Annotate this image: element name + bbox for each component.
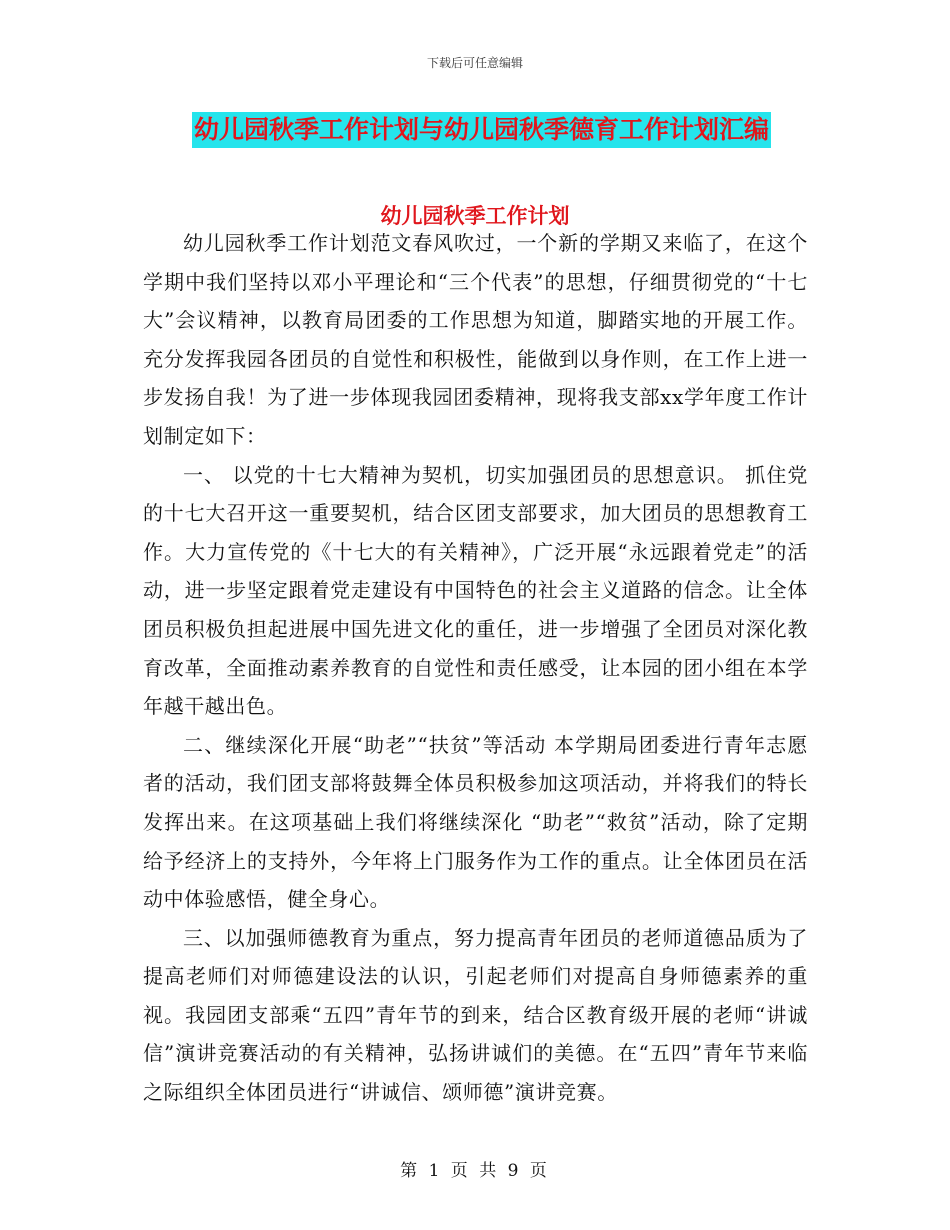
paragraph-section-2: 二、继续深化开展“助老”“扶贫”等活动 本学期局团委进行青年志愿者的活动，我们团支部将鼓舞全体员积极参加这项活动，并将我们的特长发挥出来。在这项基础上我们将继续深化 “助老”“救贫”活动，除了定期给予经济上的支持外，今年将上门服务作为工作的重点。让全体团员在活动中体验感悟，健全身心。 xyxy=(143,732,808,912)
section-title: 幼儿园秋季工作计划 xyxy=(380,204,570,228)
page-footer: 第 1 页 共 9 页 xyxy=(400,1161,550,1181)
body-text xyxy=(143,224,808,1112)
header-note: 下载后可任意编辑 xyxy=(426,56,523,70)
paragraph-section-3: 三、以加强师德教育为重点，努力提高青年团员的老师道德品质为了提高老师们对师德建设法的认识，引起老师们对提高自身师德素养的重视。我园团支部乘“五四”青年节的到来，结合区教育级开展的老师“讲诚信”演讲竞赛活动的有关精神，弘扬讲诚们的美德。在“五四”青年节来临之际组织全体团员进行“讲诚信、颂师德”演讲竞赛。 xyxy=(143,925,808,1105)
paragraph-section-1: 一、 以党的十七大精神为契机，切实加强团员的思想意识。 抓住党的十七大召开这一重要契机，结合区团支部要求，加大团员的思想教育工作。大力宣传党的《十七大的有关精神》，广泛开展“永远跟着党走”的活动，进一步坚定跟着党走建设有中国特色的社会主义道路的信念。让全体团员积极负担起进展中国先进文化的重任，进一步增强了全团员对深化教育改革，全面推动素养教育的自觉性和责任感受，让本园的团小组在本学年越干越出色。 xyxy=(143,462,808,719)
document-title: 幼儿园秋季工作计划与幼儿园秋季德育工作计划汇编 xyxy=(192,112,771,148)
paragraph-intro: 幼儿园秋季工作计划范文春风吹过，一个新的学期又来临了，在这个学期中我们坚持以邓小平理论和“三个代表”的思想，仔细贯彻党的“十七大”会议精神，以教育局团委的工作思想为知道，脚踏实地的开展工作。充分发挥我园各团员的自觉性和积极性，能做到以身作则，在工作上进一步发扬自我！为了进一步体现我园团委精神，现将我支部xx学年度工作计划制定如下： xyxy=(143,231,808,448)
